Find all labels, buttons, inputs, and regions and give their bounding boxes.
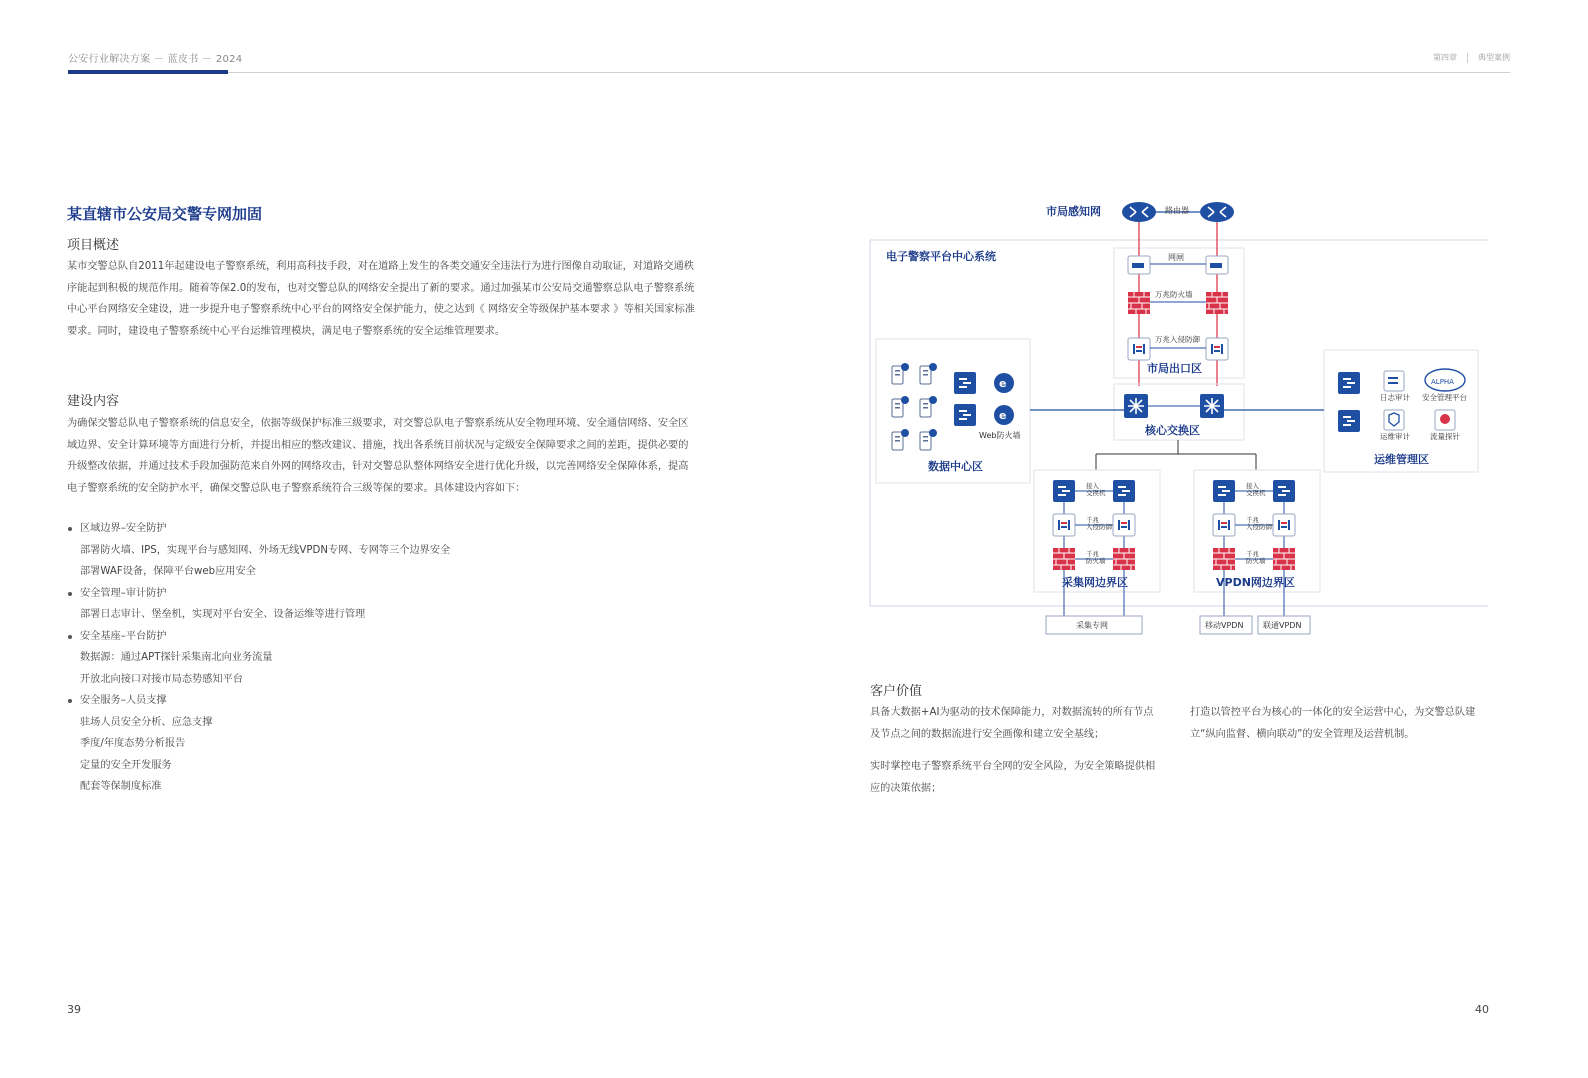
gig-fw-label: 千兆防火墙	[1246, 550, 1266, 566]
header-rule	[68, 72, 1510, 73]
server-icon	[920, 363, 937, 384]
sec-platform-label: 安全管理平台	[1422, 393, 1467, 402]
access-sw-label: 接入交换机	[1086, 482, 1106, 498]
router-label: 路由器	[1165, 206, 1189, 215]
ops-audit-label: 运维审计	[1380, 432, 1410, 441]
vpdn-zone-label: VPDN网边界区	[1216, 576, 1295, 589]
core-switch-icon	[1124, 394, 1148, 418]
server-icon	[920, 396, 937, 417]
router-icon	[1122, 202, 1156, 222]
server-icon	[892, 396, 909, 417]
ops-zone-label: 运维管理区	[1374, 453, 1429, 466]
waf-label: Web防火墙	[979, 431, 1021, 440]
header-accent-bar	[68, 70, 228, 74]
gig-fw-label: 千兆防火墙	[1086, 550, 1106, 566]
page-number-right: 40	[1475, 1003, 1489, 1016]
header-divider	[1467, 53, 1468, 63]
firewall-icon	[1053, 548, 1075, 570]
gig-ips-label: 千兆入侵防御	[1246, 516, 1272, 532]
switch-icon	[1338, 372, 1360, 394]
server-icon	[920, 429, 937, 450]
core-zone-label: 核心交换区	[1145, 424, 1200, 437]
firewall-icon	[1128, 292, 1150, 314]
ips-10g-label: 万兆入侵防御	[1155, 335, 1200, 344]
construction-list	[67, 518, 667, 798]
firewall-icon	[1113, 548, 1135, 570]
ips-icon	[1213, 514, 1235, 536]
list-subitem: 驻场人员安全分析、应急支撑	[80, 716, 213, 728]
exit-zone-label: 市局出口区	[1147, 362, 1202, 375]
list-subitem: 季度/年度态势分析报告	[80, 738, 186, 749]
list-subitem: 部署防火墙、IPS，实现平台与感知网、外场无线VPDN专网、专网等三个边界安全	[80, 544, 451, 556]
router-icon	[1200, 202, 1234, 222]
gateway-icon	[1128, 256, 1150, 274]
mobile-vpdn-label: 移动VPDN	[1205, 621, 1244, 630]
ips-icon	[1053, 514, 1075, 536]
firewall-icon	[1206, 292, 1228, 314]
gig-ips-label: 千兆入侵防御	[1086, 516, 1112, 532]
log-audit-icon	[1384, 371, 1404, 391]
customer-value-p2: 实时掌控电子警察系统平台全网的安全风险，为安全策略提供相应的决策依据；	[870, 761, 1156, 794]
collect-net-label: 采集专网	[1076, 621, 1108, 630]
unicom-vpdn-label: 联通VPDN	[1263, 621, 1302, 630]
switch-icon	[954, 404, 976, 426]
list-item: 安全管理–审计防护	[67, 583, 667, 605]
section-label: 典型案例	[1478, 53, 1510, 62]
dc-zone-label: 数据中心区	[928, 460, 983, 473]
firewall-icon	[1273, 548, 1295, 570]
collect-zone-label: 采集网边界区	[1062, 576, 1128, 589]
access-switch-icon	[1053, 480, 1075, 502]
construction-paragraph: 为确保交警总队电子警察系统的信息安全，依据等级保护标准三级要求，对交警总队电子警察系统从安全物理环境、安全通信网络、安全区域边界、安全计算环境等方面进行分析，并提出相应的整改建议、措施，找出各系统目前状况与定级安全保障要求之间的差距，提供必要的升级整改依据，并通过技术手段加强防范来自外网的网络攻击，针对交警总队整体网络安全进行优化升级，以完善网络安全保障体系，提高电子警察系统的安全防护水平，确保交警总队电子警察系统符合三级等保的要求。具体建设内容如下：	[67, 418, 689, 494]
gateway-label: 网闸	[1168, 253, 1184, 262]
case-title: 某直辖市公安局交警专网加固	[67, 205, 263, 223]
ips-icon	[1113, 514, 1135, 536]
running-header: 公安行业解决方案 － 蓝皮书 － 2024	[68, 54, 243, 65]
list-item: 安全服务–人员支撑	[67, 690, 667, 712]
access-switch-icon	[1273, 480, 1295, 502]
fw-10g-label: 万兆防火墙	[1155, 290, 1193, 299]
list-subitem: 开放北向接口对接市局态势感知平台	[80, 673, 243, 685]
firewall-icon	[1213, 548, 1235, 570]
access-sw-label: 接入交换机	[1246, 482, 1266, 498]
platform-label: 电子警察平台中心系统	[886, 250, 996, 263]
switch-icon	[1338, 410, 1360, 432]
probe-label: 流量探针	[1430, 432, 1460, 441]
list-item: 安全基座–平台防护	[67, 626, 667, 648]
list-subitem: 定量的安全开发服务	[80, 759, 172, 771]
customer-value-heading: 客户价值	[870, 684, 923, 699]
customer-value-p1: 具备大数据+AI为驱动的技术保障能力，对数据流转的所有节点及节点之间的数据流进行安全画像和建立安全基线；	[870, 707, 1154, 740]
overview-heading: 项目概述	[67, 238, 120, 253]
chapter-label: 第四章	[1433, 53, 1457, 62]
svg-text:e: e	[999, 377, 1007, 390]
list-subitem: 配套等保制度标准	[80, 781, 162, 792]
alpha-label: ALPHA	[1431, 378, 1454, 386]
ips-icon	[1273, 514, 1295, 536]
core-switch-icon	[1200, 394, 1224, 418]
construction-heading: 建设内容	[67, 394, 120, 409]
log-audit-label: 日志审计	[1380, 393, 1410, 402]
list-subitem: 部署日志审计、堡垒机，实现对平台安全、设备运维等进行管理	[80, 609, 366, 620]
ips-icon	[1206, 338, 1228, 360]
overview-paragraph: 某市交警总队自2011年起建设电子警察系统，利用高科技手段，对在道路上发生的各类交通安全违法行为进行图像自动取证，对道路交通秩序能起到积极的规范作用。随着等保2.0的发布，也对交警总队的网络安全提出了新的要求。通过加强某市公安局交通警察总队电子警察系统中心平台网络安全建设，进一步提升电子警察系统中心平台的网络安全保护能力，使之达到《 网络安全等级保护基本要求 》等相关国家标准要求。同时，建设电子警察系统中心平台运维管理模块，满足电子警察系统的安全运维管理要求。	[67, 261, 695, 337]
gateway-icon	[1206, 256, 1228, 274]
server-icon	[892, 363, 909, 384]
running-header-right	[1433, 52, 1510, 63]
page-number-left: 39	[67, 1003, 81, 1016]
ips-icon	[1128, 338, 1150, 360]
network-topology-diagram	[868, 196, 1490, 642]
server-icon	[892, 429, 909, 450]
customer-value-p3: 打造以管控平台为核心的一体化的安全运营中心，为交警总队建立“纵向监督、横向联动”的安全管理及运营机制。	[1190, 707, 1476, 740]
city-net-label: 市局感知网	[1046, 205, 1101, 218]
switch-icon	[954, 372, 976, 394]
svg-text:e: e	[999, 409, 1007, 422]
access-switch-icon	[1113, 480, 1135, 502]
list-item: 区域边界–安全防护	[67, 518, 667, 540]
list-subitem: 数据源：通过APT探针采集南北向业务流量	[80, 652, 273, 663]
list-subitem: 部署WAF设备，保障平台web应用安全	[80, 566, 256, 577]
access-switch-icon	[1213, 480, 1235, 502]
